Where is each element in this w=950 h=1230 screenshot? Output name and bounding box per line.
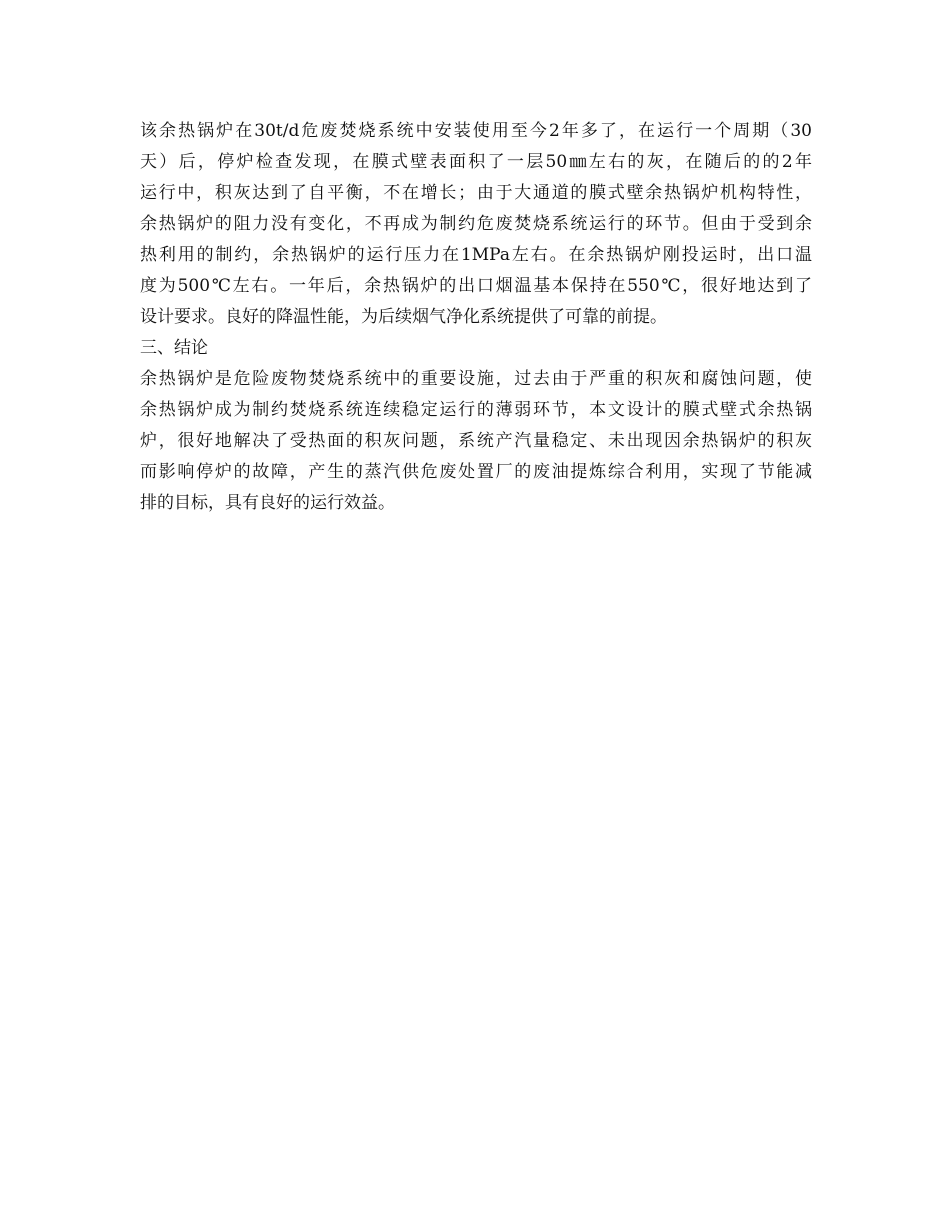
text-line: 天）后，停炉检查发现，在膜式壁表面积了一层50㎜左右的灰，在随后的的2年 <box>140 152 812 172</box>
section-heading: 三、结论 <box>140 338 208 358</box>
paragraph-operation-results <box>140 116 812 333</box>
text-line: 设计要求。良好的降温性能，为后续烟气净化系统提供了可靠的前提。 <box>140 307 667 327</box>
text-line: 余热锅炉成为制约焚烧系统连续稳定运行的薄弱环节，本文设计的膜式壁式余热锅 <box>140 400 812 420</box>
text-line: 热利用的制约，余热锅炉的运行压力在1MPa左右。在余热锅炉刚投运时，出口温 <box>140 245 812 265</box>
text-line: 余热锅炉是危险废物焚烧系统中的重要设施，过去由于严重的积灰和腐蚀问题，使 <box>140 369 812 389</box>
text-line: 运行中，积灰达到了自平衡，不在增长；由于大通道的膜式壁余热锅炉机构特性， <box>140 183 812 203</box>
text-line: 炉，很好地解决了受热面的积灰问题，系统产汽量稳定、未出现因余热锅炉的积灰 <box>140 431 812 451</box>
document-body <box>140 116 812 519</box>
text-line: 该余热锅炉在30t/d危废焚烧系统中安装使用至今2年多了，在运行一个周期（30 <box>140 121 812 141</box>
text-line: 余热锅炉的阻力没有变化，不再成为制约危废焚烧系统运行的环节。但由于受到余 <box>140 214 812 234</box>
text-line: 而影响停炉的故障，产生的蒸汽供危废处置厂的废油提炼综合利用，实现了节能减 <box>140 462 812 482</box>
text-line: 度为500℃左右。一年后，余热锅炉的出口烟温基本保持在550℃，很好地达到了 <box>140 276 812 296</box>
paragraph-conclusion <box>140 364 812 519</box>
text-line: 排的目标，具有良好的运行效益。 <box>140 493 395 513</box>
